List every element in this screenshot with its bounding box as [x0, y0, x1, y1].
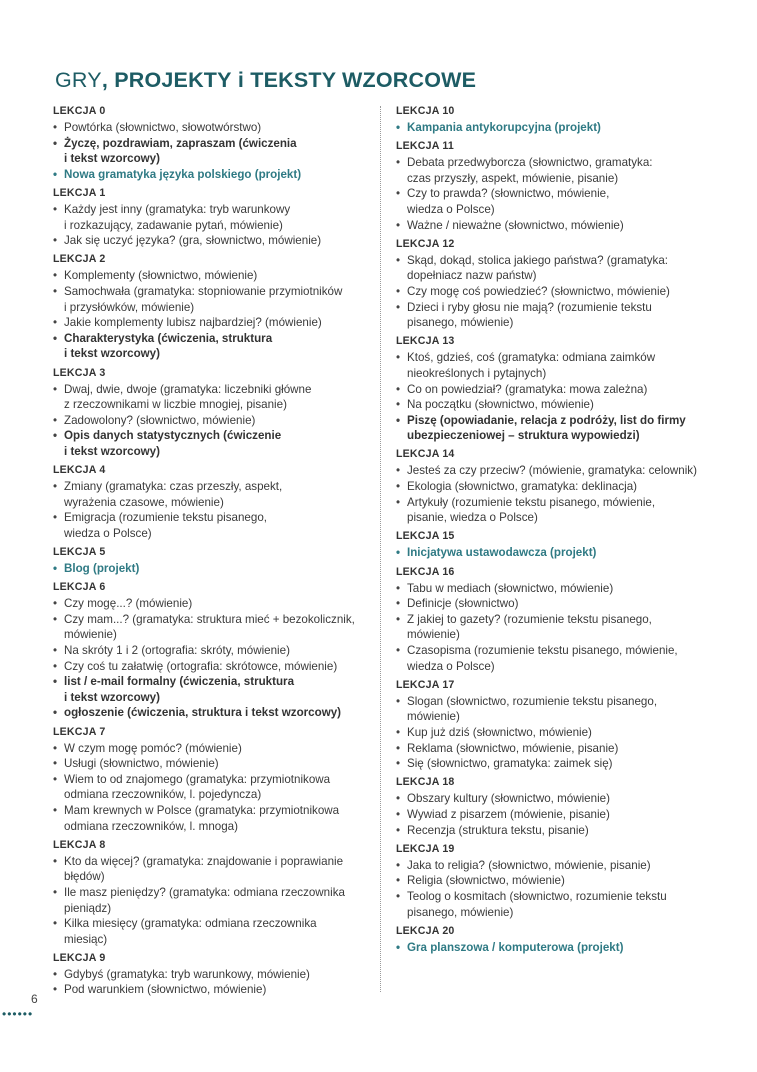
lesson-item	[53, 428, 373, 459]
lesson-item	[53, 643, 373, 659]
lesson-item-line: dopełniacz nazw państw)	[407, 269, 537, 283]
title-part-model-texts: TEKSTY WZORCOWE	[250, 68, 477, 92]
lesson-item	[396, 218, 716, 234]
lesson-item-line: odmiana rzeczowników, l. mnoga)	[64, 819, 238, 833]
lesson-item-line: • Definicje (słownictwo)	[407, 597, 519, 611]
title-part-projects: PROJEKTY	[114, 68, 232, 92]
lesson-title: LEKCJA 20	[396, 924, 455, 937]
lesson-item	[396, 155, 716, 186]
lesson-item-line: • Kilka miesięcy (gramatyka: odmiana rzeczownika	[64, 917, 317, 931]
lesson-item	[53, 479, 373, 510]
lesson-item	[53, 705, 373, 721]
lesson-title: LEKCJA 4	[53, 464, 106, 477]
lesson-item-line: mówienie)	[407, 628, 460, 642]
lesson-block	[396, 104, 716, 136]
lesson-item	[396, 858, 716, 874]
lesson-block	[53, 104, 373, 182]
lesson-item-line: • Skąd, dokąd, stolica jakiego państwa? (gramatyka:	[407, 253, 669, 267]
lesson-item-line: • Jesteś za czy przeciw? (mówienie, gramatyka: celownik)	[407, 464, 697, 478]
lesson-item	[396, 413, 716, 444]
lesson-item-line: • Pod warunkiem (słownictwo, mówienie)	[64, 983, 267, 997]
lesson-item-line: • Gdybyś (gramatyka: tryb warunkowy, mówienie)	[64, 967, 310, 981]
lesson-title: LEKCJA 10	[396, 105, 455, 117]
lesson-item-line: • Samochwała (gramatyka: stopniowanie przymiotników	[64, 284, 343, 298]
lesson-block	[53, 725, 373, 835]
lesson-item	[53, 741, 373, 757]
lesson-item-line: • Ile masz pieniędzy? (gramatyka: odmiana rzeczownika	[64, 885, 345, 899]
lesson-item-line: • Recenzja (struktura tekstu, pisanie)	[407, 823, 589, 837]
lesson-item-line: • Reklama (słownictwo, mówienie, pisanie)	[407, 741, 619, 755]
lesson-block	[396, 775, 716, 838]
lesson-item	[53, 136, 373, 167]
lesson-item-line: • Powtórka (słownictwo, słowotwórstwo)	[64, 121, 262, 134]
lesson-item	[53, 596, 373, 612]
lesson-title: LEKCJA 7	[53, 725, 106, 738]
lesson-item	[53, 982, 373, 998]
lesson-item-line: • Teolog o kosmitach (słownictwo, rozumienie tekstu	[407, 889, 667, 903]
lesson-item	[396, 186, 716, 217]
lesson-item	[53, 756, 373, 772]
lesson-item-line: • Piszę (opowiadanie, relacja z podróży, list do firmy	[407, 413, 686, 427]
lesson-block	[396, 334, 716, 444]
lesson-item	[53, 803, 373, 834]
lesson-block	[396, 237, 716, 331]
lesson-item	[53, 674, 373, 705]
lesson-item-line: pisanego, mówienie)	[407, 905, 514, 919]
lesson-item-line: • Debata przedwyborcza (słownictwo, gramatyka:	[407, 156, 653, 170]
lesson-item-line: • Opis danych statystycznych (ćwiczenie	[64, 429, 282, 443]
lesson-item-line: • Slogan (słownictwo, rozumienie tekstu pisanego,	[407, 694, 658, 708]
lesson-item	[396, 791, 716, 807]
lesson-block	[53, 838, 373, 948]
lesson-title: LEKCJA 15	[396, 530, 455, 543]
lesson-item-line: • Czasopisma (rozumienie tekstu pisanego, mówienie,	[407, 644, 678, 657]
lesson-item	[53, 382, 373, 413]
lesson-item	[396, 284, 716, 300]
lesson-item	[396, 807, 716, 823]
lesson-block	[53, 366, 373, 460]
lesson-block	[53, 463, 373, 541]
lesson-title: LEKCJA 14	[396, 448, 455, 461]
lesson-item-line: • Życzę, pozdrawiam, zapraszam (ćwiczenia	[64, 136, 297, 150]
left-column	[53, 104, 373, 1002]
lesson-item	[396, 479, 716, 495]
lesson-block	[396, 842, 716, 920]
lesson-title: LEKCJA 3	[53, 366, 106, 379]
project-item	[396, 545, 716, 561]
lesson-item-line: • Mam krewnych w Polsce (gramatyka: przymiotnikowa	[64, 803, 340, 817]
project-item	[396, 940, 716, 956]
lesson-item	[53, 967, 373, 983]
lesson-title: LEKCJA 19	[396, 842, 455, 855]
lesson-item-line: nieokreślonych i pytajnych)	[407, 366, 547, 380]
lesson-block	[53, 186, 373, 249]
lesson-item-line: i tekst wzorcowy)	[64, 690, 160, 704]
lesson-item-line: • Czy mam...? (gramatyka: struktura mieć + bezokolicznik,	[64, 612, 355, 626]
lesson-item	[53, 854, 373, 885]
lesson-item-line: • Kup już dziś (słownictwo, mówienie)	[407, 725, 592, 739]
lesson-item	[396, 300, 716, 331]
lesson-item	[53, 772, 373, 803]
lesson-item-line: • Dzieci i ryby głosu nie mają? (rozumienie tekstu	[407, 300, 652, 314]
lesson-item	[396, 382, 716, 398]
title-separator: ,	[101, 68, 108, 92]
column-divider	[380, 106, 381, 992]
lesson-item	[53, 510, 373, 541]
lesson-item	[53, 331, 373, 362]
page-title	[55, 68, 476, 93]
lesson-item-line: • Usługi (słownictwo, mówienie)	[64, 757, 219, 771]
lesson-block	[396, 924, 716, 956]
lesson-item-line: • Kto da więcej? (gramatyka: znajdowanie i poprawianie	[64, 854, 344, 868]
lesson-item	[53, 916, 373, 947]
lesson-item-line: • Każdy jest inny (gramatyka: tryb warunkowy	[64, 202, 291, 216]
lesson-item-line: z rzeczownikami w liczbie mnogiej, pisanie)	[64, 398, 287, 412]
lesson-item-line: mówienie)	[64, 628, 117, 642]
lesson-title: LEKCJA 11	[396, 140, 454, 153]
lesson-item-line: i tekst wzorcowy)	[64, 347, 160, 361]
lesson-item-line: • Komplementy (słownictwo, mówienie)	[64, 269, 258, 283]
lesson-item-line: • Religia (słownictwo, mówienie)	[407, 874, 565, 888]
lesson-item	[396, 495, 716, 526]
lesson-item-line: • Tabu w mediach (słownictwo, mówienie)	[407, 581, 614, 595]
lesson-block	[396, 447, 716, 525]
lesson-item	[396, 694, 716, 725]
lesson-item	[53, 612, 373, 643]
lesson-item-line: • Na skróty 1 i 2 (ortografia: skróty, mówienie)	[64, 644, 290, 657]
lesson-item-line: i przysłówków, mówienie)	[64, 300, 195, 314]
lesson-block	[53, 545, 373, 577]
lesson-item-line: • Wywiad z pisarzem (mówienie, pisanie)	[407, 807, 610, 821]
lesson-item	[53, 413, 373, 429]
lesson-item	[396, 643, 716, 674]
lesson-item-line: • Co on powiedział? (gramatyka: mowa zależna)	[407, 382, 648, 396]
lesson-item	[396, 612, 716, 643]
lesson-item-line: pieniądz)	[64, 901, 112, 915]
lesson-item-line: • ogłoszenie (ćwiczenia, struktura i tekst wzorcowy)	[64, 706, 342, 720]
lesson-item-line: • Czy mogę coś powiedzieć? (słownictwo, mówienie)	[407, 284, 670, 298]
lesson-item-line: błędów)	[64, 870, 105, 884]
lesson-item	[396, 253, 716, 284]
lesson-item	[53, 120, 373, 136]
lesson-item-line: • Czy coś tu załatwię (ortografia: skrótowce, mówienie)	[64, 659, 338, 673]
lesson-title: LEKCJA 2	[53, 253, 106, 266]
lesson-item	[396, 596, 716, 612]
lesson-item-line: • Kampania antykorupcyjna (projekt)	[407, 121, 601, 134]
page-dots-decoration: ••••••	[2, 1007, 34, 1021]
lesson-item-line: i tekst wzorcowy)	[64, 444, 160, 458]
lesson-item-line: i rozkazujący, zadawanie pytań, mówienie)	[64, 218, 283, 232]
lesson-title: LEKCJA 18	[396, 776, 455, 789]
lesson-item-line: • Artykuły (rozumienie tekstu pisanego, mówienie,	[407, 495, 656, 509]
lesson-item	[396, 873, 716, 889]
lesson-title: LEKCJA 12	[396, 237, 455, 250]
lesson-item-line: • Na początku (słownictwo, mówienie)	[407, 398, 594, 412]
lesson-item	[53, 268, 373, 284]
lesson-item-line: • Jak się uczyć języka? (gra, słownictwo, mówienie)	[64, 234, 322, 248]
lesson-item-line: • Czy mogę...? (mówienie)	[64, 597, 193, 611]
project-item	[53, 561, 373, 577]
lesson-item-line: • Czy to prawda? (słownictwo, mówienie,	[407, 187, 610, 201]
lesson-block	[53, 252, 373, 362]
lesson-item-line: • Jakie komplementy lubisz najbardziej? (mówienie)	[64, 316, 322, 330]
lesson-item-line: czas przyszły, aspekt, mówienie, pisanie)	[407, 171, 619, 185]
lesson-block	[396, 565, 716, 675]
lesson-item	[396, 581, 716, 597]
lesson-item-line: wiedza o Polsce)	[64, 526, 152, 540]
page-number: 6	[31, 992, 38, 1006]
lesson-item-line: • W czym mogę pomóc? (mówienie)	[64, 741, 242, 755]
lesson-item-line: • Się (słownictwo, gramatyka: zaimek się)	[407, 757, 613, 771]
project-item	[53, 167, 373, 183]
lesson-title: LEKCJA 6	[53, 581, 106, 594]
lesson-item-line: • Emigracja (rozumienie tekstu pisanego,	[64, 511, 267, 525]
lesson-item-line: • Jaka to religia? (słownictwo, mówienie, pisanie)	[407, 858, 651, 872]
lesson-title: LEKCJA 5	[53, 546, 106, 559]
lesson-item-line: wiedza o Polsce)	[407, 659, 495, 673]
lesson-block	[53, 951, 373, 998]
title-part-games: GRY	[55, 68, 102, 92]
lesson-item	[396, 823, 716, 839]
lesson-item-line: • Charakterystyka (ćwiczenia, struktura	[64, 331, 273, 345]
lesson-item	[396, 350, 716, 381]
lesson-block	[53, 580, 373, 721]
lesson-block	[396, 678, 716, 772]
lesson-item-line: wyrażenia czasowe, mówienie)	[64, 495, 224, 509]
lesson-title: LEKCJA 13	[396, 335, 455, 348]
lesson-item	[53, 885, 373, 916]
lesson-title: LEKCJA 8	[53, 838, 106, 851]
lesson-item	[53, 284, 373, 315]
lesson-item	[53, 233, 373, 249]
lesson-item-line: • list / e-mail formalny (ćwiczenia, struktura	[64, 675, 295, 689]
lesson-item-line: i tekst wzorcowy)	[64, 152, 160, 166]
lesson-title: LEKCJA 17	[396, 678, 455, 691]
lesson-item-line: • Gra planszowa / komputerowa (projekt)	[407, 940, 624, 954]
lesson-item	[396, 463, 716, 479]
lesson-item-line: • Obszary kultury (słownictwo, mówienie)	[407, 792, 610, 806]
lesson-item-line: • Nowa gramatyka języka polskiego (projekt)	[64, 167, 302, 181]
lesson-item-line: odmiana rzeczowników, l. pojedyncza)	[64, 788, 262, 802]
lesson-item-line: ubezpieczeniowej – struktura wypowiedzi)	[407, 429, 640, 443]
lesson-item-line: • Wiem to od znajomego (gramatyka: przymiotnikowa	[64, 772, 331, 786]
lesson-item-line: • Dwaj, dwie, dwoje (gramatyka: liczebniki główne	[64, 382, 312, 396]
lesson-block	[396, 139, 716, 233]
lesson-item	[396, 756, 716, 772]
right-column	[396, 104, 716, 959]
lesson-item	[396, 889, 716, 920]
lesson-item	[53, 659, 373, 675]
lesson-item-line: • Blog (projekt)	[64, 562, 140, 576]
lesson-item-line: pisanego, mówienie)	[407, 316, 514, 330]
lesson-title: LEKCJA 0	[53, 105, 106, 117]
lesson-item	[396, 741, 716, 757]
title-part-and: i	[237, 68, 245, 92]
lesson-title: LEKCJA 16	[396, 565, 455, 578]
lesson-item-line: • Ekologia (słownictwo, gramatyka: deklinacja)	[407, 480, 638, 494]
lesson-item	[396, 397, 716, 413]
lesson-title: LEKCJA 9	[53, 951, 106, 964]
lesson-item-line: • Ważne / nieważne (słownictwo, mówienie)	[407, 218, 624, 232]
lesson-item-line: • Ktoś, gdzieś, coś (gramatyka: odmiana zaimków	[407, 351, 656, 365]
lesson-item-line: mówienie)	[407, 710, 460, 724]
lesson-item-line: miesiąc)	[64, 932, 108, 946]
lesson-item	[396, 725, 716, 741]
lesson-item-line: wiedza o Polsce)	[407, 202, 495, 216]
lesson-item-line: • Inicjatywa ustawodawcza (projekt)	[407, 546, 597, 560]
lesson-block	[396, 529, 716, 561]
lesson-item	[53, 202, 373, 233]
lesson-item-line: • Zadowolony? (słownictwo, mówienie)	[64, 413, 256, 427]
lesson-item-line: • Zmiany (gramatyka: czas przeszły, aspekt,	[64, 480, 283, 494]
project-item	[396, 120, 716, 136]
lesson-item	[53, 315, 373, 331]
lesson-item-line: pisanie, wiedza o Polsce)	[407, 511, 538, 525]
lesson-item-line: • Z jakiej to gazety? (rozumienie tekstu pisanego,	[407, 612, 652, 626]
lesson-title: LEKCJA 1	[53, 186, 106, 199]
